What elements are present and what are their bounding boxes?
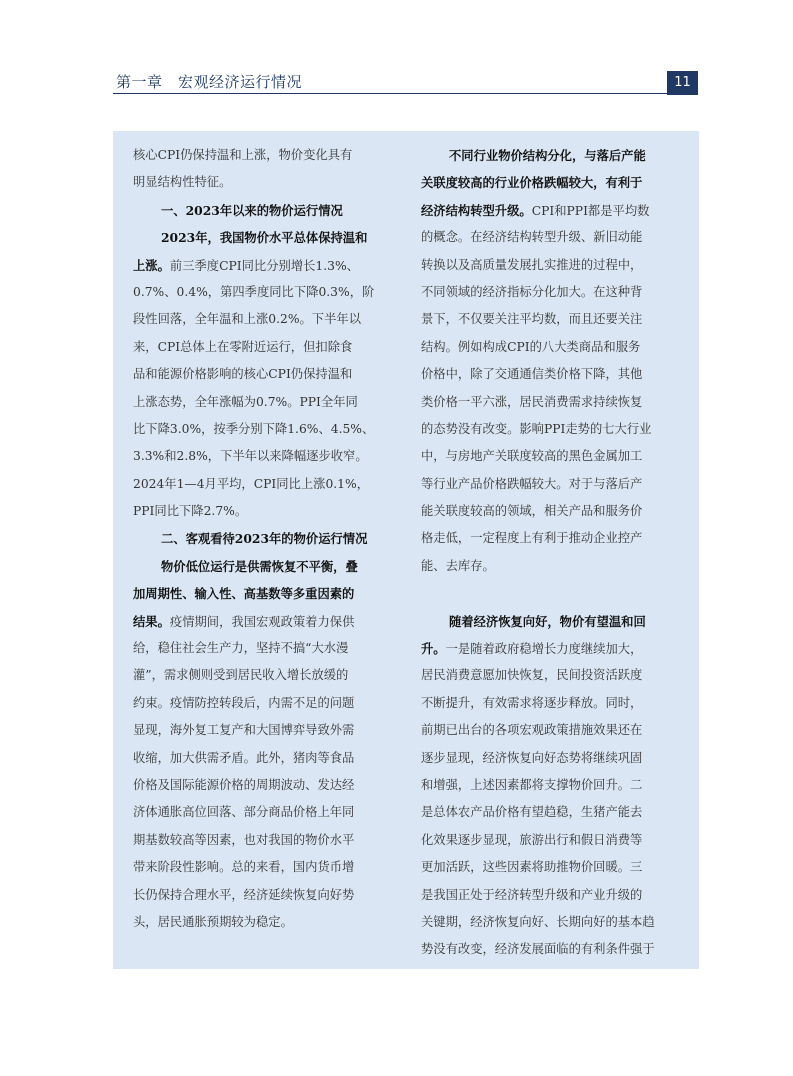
paragraph-line: 核心CPI仍保持温和上涨，物价变化具有 <box>133 148 353 162</box>
paragraph-line: 格走低，一定程度上有利于推动企业控产 <box>421 531 643 546</box>
paragraph-line: 段性回落，全年温和上涨0.2%。下半年以 <box>133 312 361 327</box>
paragraph-line: 化效果逐步显现，旅游出行和假日消费等 <box>421 832 643 847</box>
paragraph-line: 居民消费意愿加快恢复，民间投资活跃度 <box>421 668 643 683</box>
paragraph-line: 明显结构性特征。 <box>133 175 232 190</box>
paragraph-line: 景下，不仅要关注平均数，而且还要关注 <box>421 312 643 327</box>
paragraph-line: 更加活跃，这些因素将助推物价回暖。三 <box>421 860 643 875</box>
paragraph-line: 带来阶段性影响。总的来看，国内货币增 <box>133 860 355 875</box>
bold-lead: 加周期性、输入性、高基数等多重因素的 <box>133 586 355 602</box>
paragraph-line: 一是随着政府稳增长力度继续加大， <box>445 642 643 657</box>
paragraph-line: 转换以及高质量发展扎实推进的过程中， <box>421 257 643 272</box>
paragraph-line: 是我国正处于经济转型升级和产业升级的 <box>421 887 643 902</box>
paragraph-line: 关键期，经济恢复向好、长期向好的基本趋 <box>421 914 655 929</box>
paragraph-line: 前期已出台的各项宏观政策措施效果还在 <box>421 723 643 738</box>
bold-lead: 结果。 <box>133 613 170 629</box>
paragraph-line: PPI同比下降2.7%。 <box>133 504 248 519</box>
bold-lead: 物价低位运行是供需恢复不平衡，叠 <box>161 558 358 574</box>
bold-lead: 经济结构转型升级。 <box>421 202 532 218</box>
paragraph-line: 疫情期间，我国宏观政策着力保供 <box>169 614 355 629</box>
paragraph-line: 能关联度较高的领域，相关产品和服务价 <box>421 504 643 519</box>
paragraph-line: 0.7%、0.4%，第四季度同比下降0.3%，阶 <box>133 284 375 299</box>
paragraph-line: 前三季度CPI同比分别增长1.3%、 <box>169 258 359 273</box>
paragraph-line: 来，CPI总体上在零附近运行，但扣除食 <box>133 339 353 354</box>
bold-lead: 随着经济恢复向好，物价有望温和回 <box>449 613 646 629</box>
paragraph-line: 品和能源价格影响的核心CPI仍保持温和 <box>133 367 353 382</box>
paragraph-line: 灌”，需求侧则受到居民收入增长放缓的 <box>133 668 349 683</box>
paragraph-line: 长仍保持合理水平，经济延续恢复向好势 <box>133 887 355 902</box>
paragraph-line: 显现，海外复工复产和大国博弈导致外需 <box>133 723 355 738</box>
page-number-badge: 11 <box>667 71 698 95</box>
section-heading-1: 一、2023年以来的物价运行情况 <box>161 202 343 218</box>
bold-lead: 升。 <box>421 641 446 657</box>
paragraph-line: 约束。疫情防控转段后，内需不足的问题 <box>133 695 355 710</box>
paragraph-line: 类价格一平六涨，居民消费需求持续恢复 <box>421 394 643 409</box>
chapter-header: 第一章 宏观经济运行情况 <box>116 73 303 91</box>
paragraph-line: 价格及国际能源价格的周期波动、发达经 <box>133 777 355 792</box>
paragraph-line: 势没有改变，经济发展面临的有利条件强于 <box>421 942 655 957</box>
paragraph-line: 中，与房地产关联度较高的黑色金属加工 <box>421 449 643 464</box>
paragraph-line: 3.3%和2.8%，下半年以来降幅逐步收窄。 <box>133 449 368 464</box>
paragraph-line: 头，居民通胀预期较为稳定。 <box>133 914 293 929</box>
paragraph-line: 和增强，上述因素都将支撑物价回升。二 <box>421 777 643 792</box>
paragraph-line: 价格中，除了交通通信类价格下降，其他 <box>421 367 643 382</box>
paragraph-line: 逐步显现，经济恢复向好态势将继续巩固 <box>421 750 643 765</box>
paragraph-line: 期基数较高等因素，也对我国的物价水平 <box>133 832 355 847</box>
paragraph-line: 不同领域的经济指标分化加大。在这种背 <box>421 284 643 299</box>
paragraph-line: CPI和PPI都是平均数 <box>531 203 650 218</box>
paragraph-line: 的态势没有改变。影响PPI走势的七大行业 <box>421 421 652 436</box>
paragraph-line: 给，稳住社会生产力，坚持不搞“大水漫 <box>133 641 349 656</box>
paragraph-line: 比下降3.0%，按季分别下降1.6%、4.5%、 <box>133 421 375 436</box>
paragraph-line: 能、去库存。 <box>421 558 495 573</box>
bold-lead: 关联度较高的行业价格跌幅较大，有利于 <box>421 175 643 191</box>
paragraph-line: 济体通胀高位回落、部分商品价格上年同 <box>133 805 355 820</box>
bold-lead: 不同行业物价结构分化，与落后产能 <box>449 148 646 163</box>
paragraph-line: 不断提升，有效需求将逐步释放。同时， <box>421 695 643 710</box>
paragraph-line: 上涨态势，全年涨幅为0.7%。PPI全年同 <box>133 394 358 409</box>
paragraph-line: 2024年1—4月平均，CPI同比上涨0.1%， <box>133 476 369 491</box>
section-heading-2: 二、客观看待2023年的物价运行情况 <box>161 531 368 547</box>
header-divider <box>113 93 698 94</box>
right-column <box>421 142 655 964</box>
paragraph-line: 等行业产品价格跌幅较大。对于与落后产 <box>421 476 643 491</box>
blank-line <box>421 580 655 607</box>
paragraph-line: 的概念。在经济结构转型升级、新旧动能 <box>421 230 643 245</box>
paragraph-line: 结构。例如构成CPI的八大类商品和服务 <box>421 339 641 354</box>
paragraph-line: 是总体农产品价格有望趋稳，生猪产能去 <box>421 805 643 820</box>
paragraph-line: 收缩，加大供需矛盾。此外，猪肉等食品 <box>133 750 355 765</box>
left-column <box>133 142 374 936</box>
bold-lead: 2023年，我国物价水平总体保持温和 <box>161 230 368 246</box>
bold-lead: 上涨。 <box>133 257 170 273</box>
